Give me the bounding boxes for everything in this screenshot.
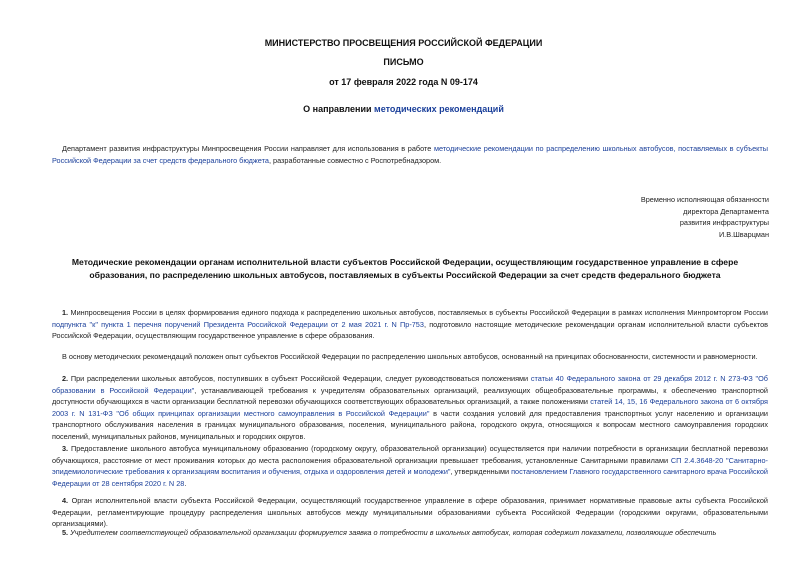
p1-link[interactable]: подпункта "к" пункта 1 перечня поручений Президента Российской Федерации от 2 мая 2021 г. N Пр-753 (52, 319, 424, 329)
paragraph-number: 1. (62, 308, 69, 317)
intro-link[interactable]: методические рекомендации по распределению школьных автобусов, поставляемых в субъекты Российской Федерации за счет средств федерального бюджета (52, 144, 768, 165)
paragraph-number: 2. (62, 374, 69, 383)
signature-line-3: развития инфраструктуры (679, 218, 769, 227)
intro-text-a: Департамент развития инфраструктуры Минпросвещения России направляет для использования в работе (62, 144, 434, 153)
p2-text-c: в части создания условий для предоставления транспортных услуг населению и организации транспортного обслуживания населения в границах муниципального образования, поселения, муниципального района, городского округа, относящихся к вопросам местного самоуправления городских поселений, муниципальных районов, муниципальных и городских округов. (52, 408, 768, 441)
intro-paragraph (52, 143, 768, 166)
signature-line-4: И.В.Шварцман (718, 229, 769, 239)
p1-text-a: Минпросвещения России в целях формирования единого подхода к распределению школьных автобусов, поставляемых в субъекты Российской Федерации в рамках исполнения Минпромторгом России (68, 308, 768, 317)
p3-text-a: Предоставление школьного автобуса муниципальному образованию (городскому округу, образовательной организации) осуществляется при наличии потребности в организации бесплатной перевозки обучающихся, расстояние от мест проживания которых до места расположения образовательной организации превышает требования, установленные Санитарными правилами (52, 444, 768, 465)
paragraph-1b (52, 351, 768, 363)
p5-text: Учредителем соответствующей образовательной организации формируется заявка о потребности в школьных автобусах, которая содержит показатели, позволяющие обеспечить (68, 528, 717, 537)
p3-link-2[interactable]: постановлением Главного государственного санитарного врача Российской Федерации от 28 сентября 2020 г. N 28 (52, 467, 768, 488)
p1b-text: В основу методических рекомендаций положен опыт субъектов Российской Федерации по распределению школьных автобусов, основанный на принципах обоснованности, системности и равномерности. (62, 352, 758, 361)
paragraph-number: 5. (62, 528, 69, 537)
paragraph-3 (52, 443, 768, 489)
signature-block (641, 194, 769, 240)
signature-line-2: директора Департамента (683, 206, 769, 216)
p3-text-b: , утвержденными (450, 467, 512, 476)
doc-date-number: от 17 февраля 2022 года N 09-174 (329, 77, 478, 87)
p2-link-2[interactable]: статей 14, 15, 16 Федерального закона от 6 октября 2003 г. N 131-ФЗ "Об общих принципах организации местного самоуправления в Российской Федерации" (52, 397, 768, 418)
paragraph-number: 4. (62, 496, 69, 505)
p1-text-b: , подготовило настоящие методические рекомендации органам исполнительной власти субъектов Российской Федерации, осуществляющим государственное управление в сфере образования. (52, 319, 769, 340)
p4-text: Орган исполнительной власти субъекта Российской Федерации, осуществляющий государственное управление в сфере образования, принимает нормативные правовые акты субъекта Российской Федерации, регламентирующие процедуру распределения школьных автобусов между муниципальными образованиями субъекта Российской Федерации (городскими округами, образовательными организациями). (52, 496, 768, 528)
paragraph-4 (52, 495, 768, 530)
recommendations-title: Методические рекомендации органам исполнительной власти субъектов Российской Федерации, осуществляющим государственное управление в сфере образования, по распределению школьных автобусов, поставляемых в субъекты Российской Федерации за счет средств федерального бюджета (71, 257, 739, 280)
doc-type: ПИСЬМО (383, 57, 424, 67)
paragraph-2 (52, 373, 768, 442)
signature-line-1: Временно исполняющая обязанности (640, 195, 769, 204)
p3-link-1[interactable]: СП 2.4.3648-20 "Санитарно-эпидемиологические требования к организациям воспитания и обучения, отдыха и оздоровления детей и молодежи" (52, 455, 768, 476)
subject-link[interactable]: методических рекомендаций (374, 104, 504, 114)
paragraph-number: 3. (62, 444, 69, 453)
subject-prefix: О направлении (303, 104, 375, 114)
intro-text-b: , разработанные совместно с Роспотребнадзором. (268, 155, 442, 165)
paragraph-5 (52, 527, 768, 539)
p2-text-a: При распределении школьных автобусов, поступивших в субъект Российской Федерации, следует руководствоваться положениями (68, 374, 531, 383)
p3-text-c: . (184, 478, 187, 488)
p2-text-b: , устанавливающей требования к учредителям образовательных организаций, реализующих общеобразовательные программы, к обеспечению транспортной доступности обучающихся в части организации бесплатной перевозки обучающихся соответствующих образовательных организаций, а также положениями (52, 385, 768, 406)
ministry-title: МИНИСТЕРСТВО ПРОСВЕЩЕНИЯ РОССИЙСКОЙ ФЕДЕРАЦИИ (264, 38, 543, 48)
p2-link-1[interactable]: статьи 40 Федерального закона от 29 декабря 2012 г. N 273-ФЗ "Об образовании в Российской Федерации" (52, 374, 768, 395)
doc-subject (0, 104, 807, 114)
paragraph-1 (52, 307, 768, 342)
